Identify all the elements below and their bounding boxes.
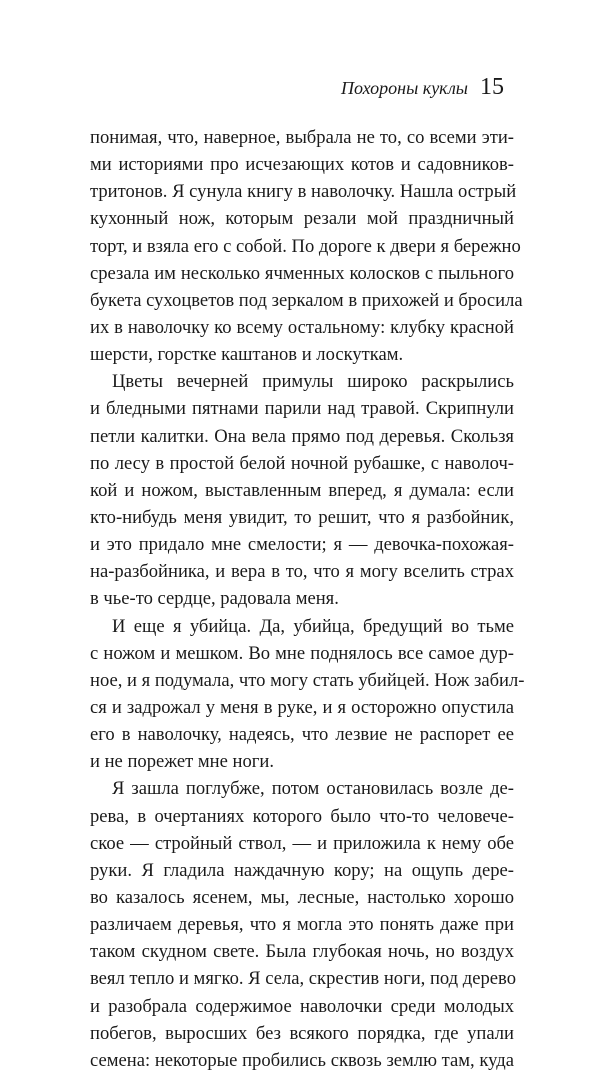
text-line: букета сухоцветов под зеркалом в прихожей и бросила bbox=[90, 289, 523, 311]
text-line: Я зашла поглубже, потом остановилась возле де- bbox=[112, 778, 514, 800]
text-line: ми историями про исчезающих котов и садовников- bbox=[90, 154, 514, 176]
text-line: таком скудном свете. Была глубокая ночь, но воздух bbox=[90, 941, 514, 963]
text-line: И еще я убийца. Да, убийца, бредущий во тьме bbox=[112, 615, 514, 637]
paragraph bbox=[90, 613, 525, 776]
text-line: понимая, что, наверное, выбрала не то, со всеми эти- bbox=[90, 127, 514, 148]
text-line: с ножом и мешком. Во мне поднялось все самое дур- bbox=[90, 642, 514, 664]
text-line: ское — стройный ствол, — и приложила к нему обе bbox=[90, 832, 514, 854]
text-line: кто-нибудь меня увидит, то решит, что я разбойник, bbox=[90, 506, 514, 528]
page-number: 15 bbox=[480, 74, 504, 100]
text-line: ся и задрожал у меня в руке, и я осторожно опустила bbox=[90, 696, 514, 718]
text-line: петли калитки. Она вела прямо под деревья. Скользя bbox=[90, 425, 514, 447]
text-line: по лесу в простой белой ночной рубашке, с наволоч- bbox=[90, 452, 514, 474]
body-text bbox=[90, 124, 525, 1074]
running-header bbox=[341, 74, 504, 101]
text-line: и не порежет мне ноги. bbox=[90, 751, 274, 773]
paragraph bbox=[90, 775, 517, 1074]
text-line: побегов, выросших без всякого порядка, где упали bbox=[90, 1022, 514, 1044]
text-line: и это придало мне смелости; я — девочка-похожая- bbox=[90, 534, 514, 556]
text-line: кой и ножом, выставленным вперед, я думала: если bbox=[90, 479, 514, 501]
text-line: ное, и я подумала, что могу стать убийцей. Нож забил- bbox=[90, 669, 525, 691]
text-line: в чье-то сердце, радовала меня. bbox=[90, 588, 339, 610]
text-line: срезала им несколько ячменных колосков с пыльного bbox=[90, 262, 514, 284]
paragraph bbox=[90, 368, 514, 612]
text-line: руки. Я гладила наждачную кору; на ощупь дере- bbox=[90, 859, 514, 881]
text-line: различаем деревья, что я могла это понять даже при bbox=[90, 914, 514, 936]
text-line: их в наволочку ко всему остальному: клубку красной bbox=[90, 316, 514, 338]
text-line: и бледными пятнами парили над травой. Скрипнули bbox=[90, 398, 514, 420]
text-line: Цветы вечерней примулы широко раскрылись bbox=[112, 371, 514, 393]
text-line: на-разбойника, и вера в то, что я могу вселить страх bbox=[90, 561, 514, 583]
text-line: кухонный нож, которым резали мой праздничный bbox=[90, 208, 514, 230]
text-line: и разобрала содержимое наволочки среди молодых bbox=[90, 995, 514, 1017]
text-line: во казалось ясенем, мы, лесные, настолько хорошо bbox=[90, 886, 514, 908]
text-line: шерсти, горстке каштанов и лоскуткам. bbox=[90, 344, 404, 366]
text-line: тритонов. Я сунула книгу в наволочку. Нашла острый bbox=[90, 181, 517, 203]
text-line: рева, в очертаниях которого было что-то человече- bbox=[90, 805, 514, 827]
paragraph bbox=[90, 124, 523, 368]
text-line: семена: некоторые пробились сквозь землю там, куда bbox=[90, 1049, 514, 1071]
text-line: торт, и взяла его с собой. По дороге к двери я бережно bbox=[90, 235, 521, 257]
text-line: его в наволочку, надеясь, что лезвие не распорет ее bbox=[90, 724, 514, 746]
text-line: веял тепло и мягко. Я села, скрестив ноги, под дерево bbox=[90, 968, 517, 990]
running-title: Похороны куклы bbox=[340, 78, 468, 98]
